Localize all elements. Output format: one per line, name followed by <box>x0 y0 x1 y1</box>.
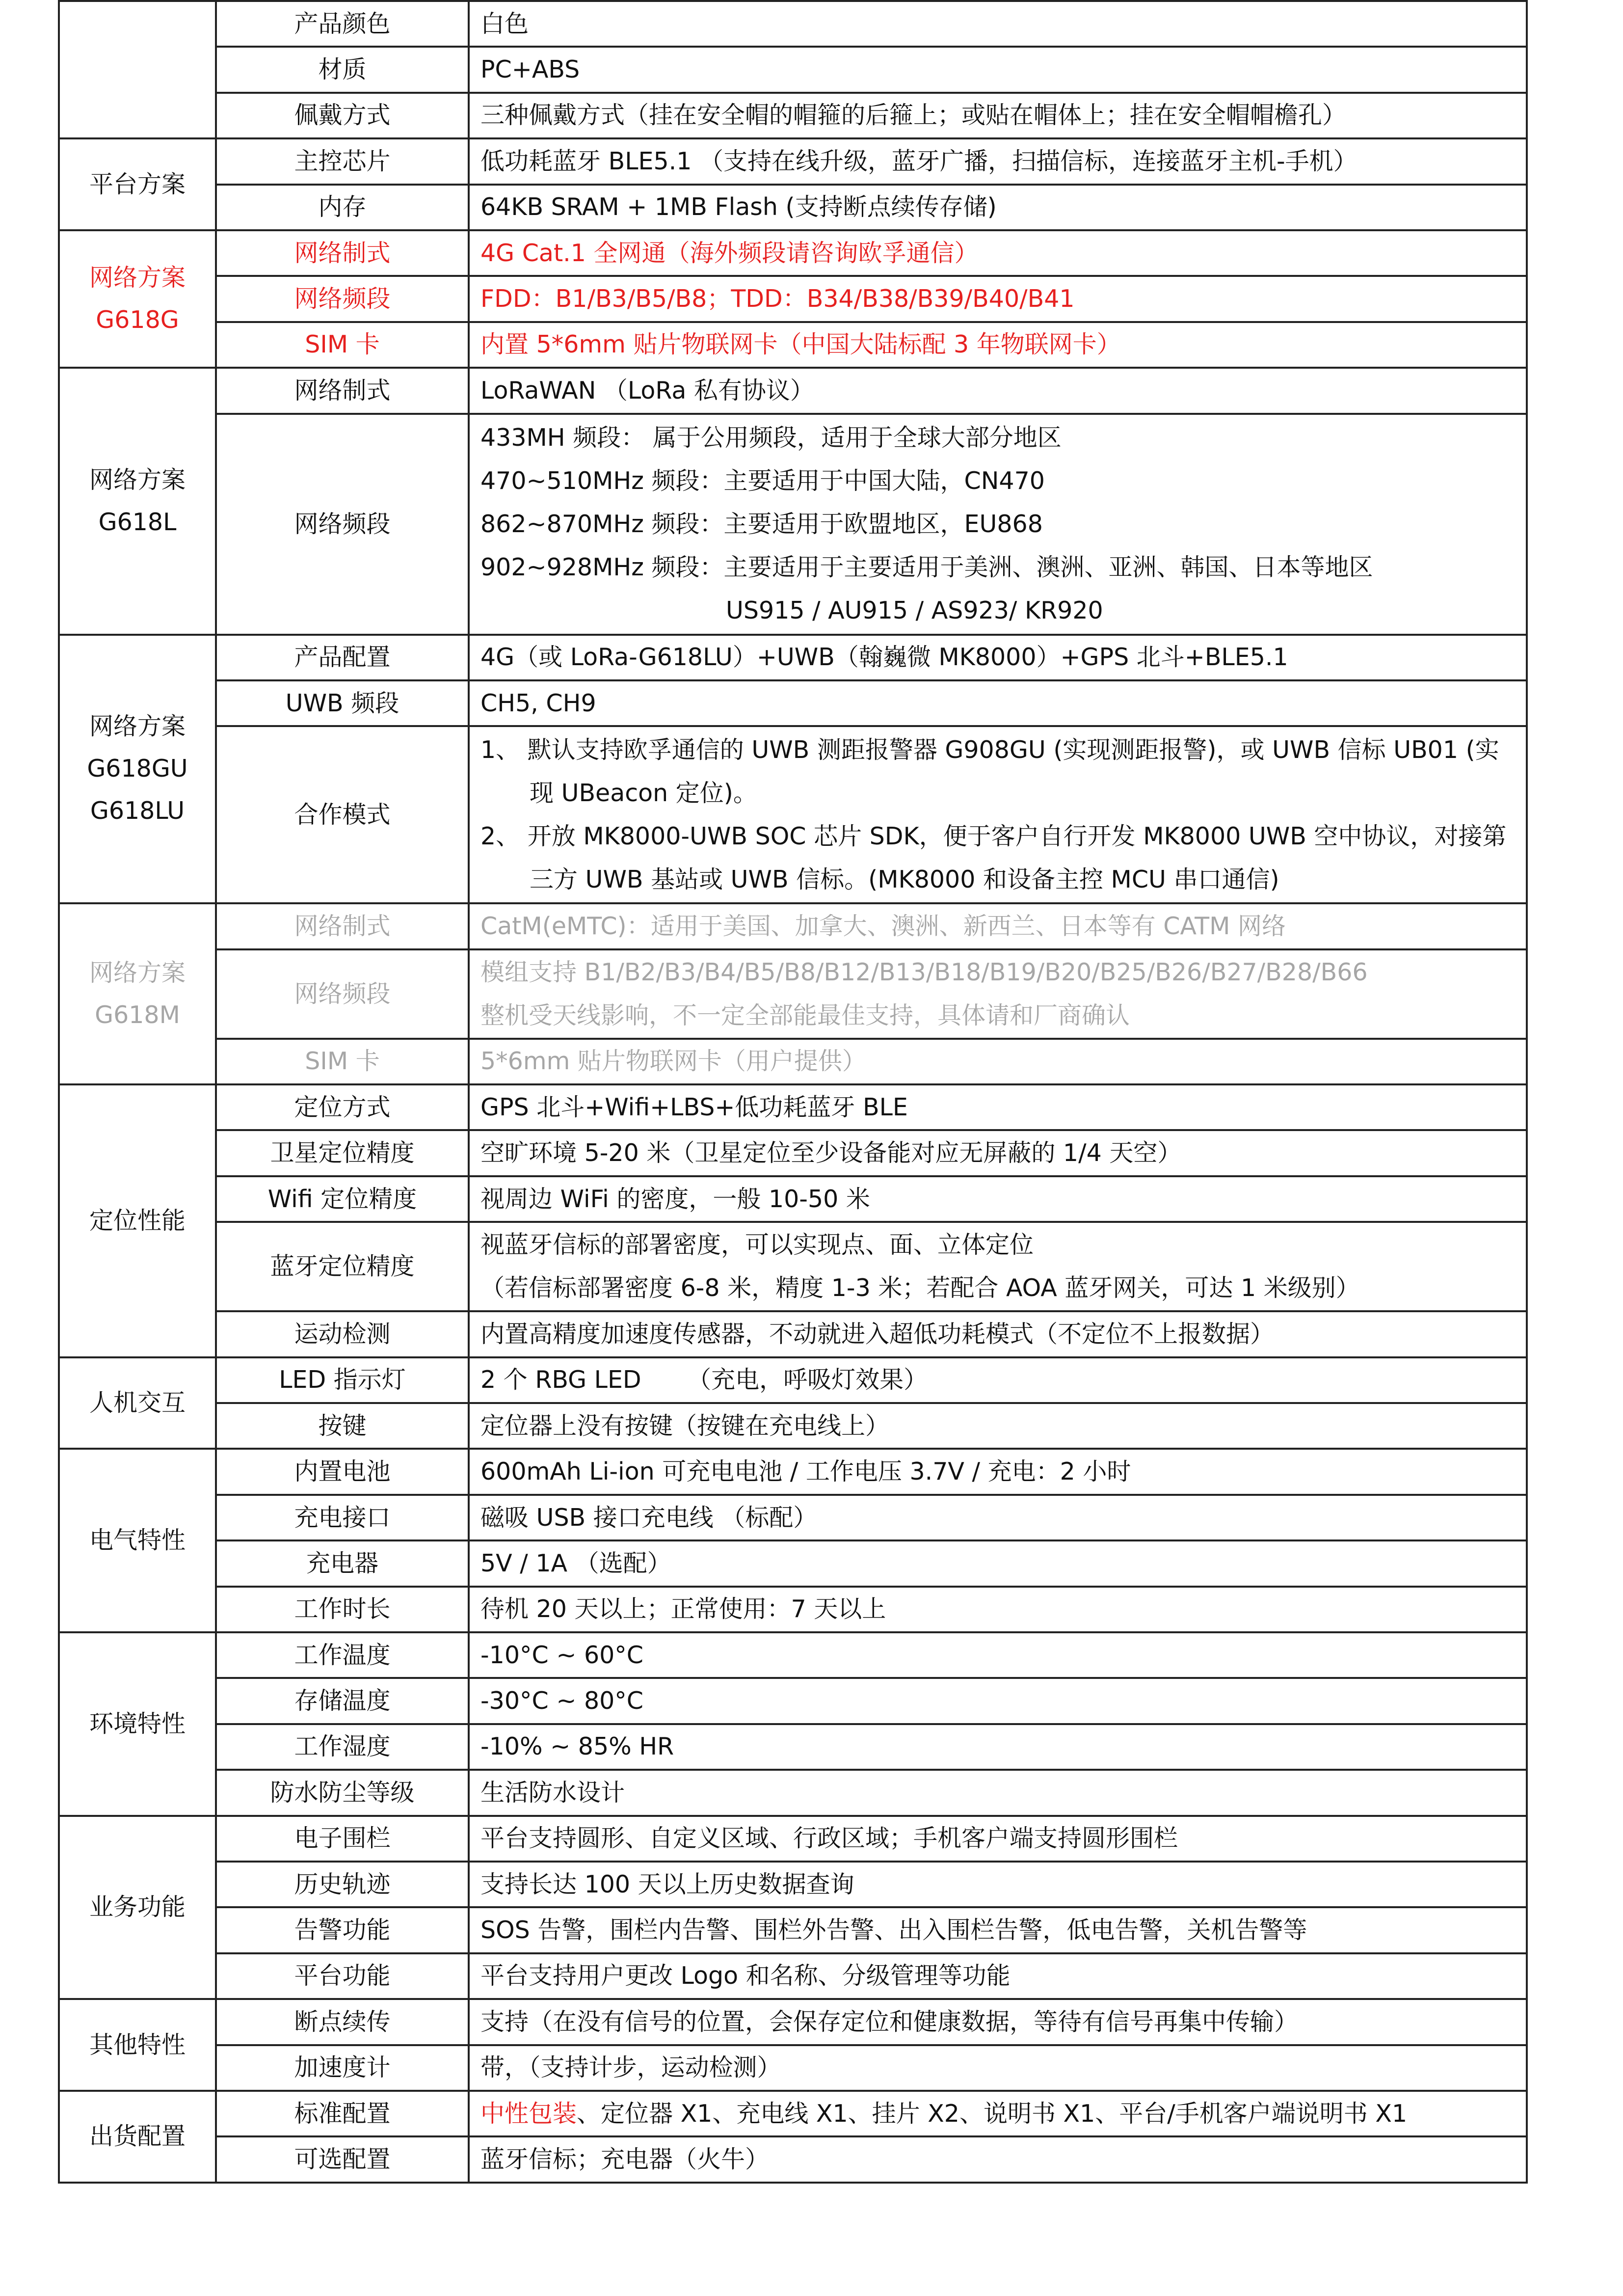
spec-key: 充电接口 <box>216 1495 469 1540</box>
spec-value <box>469 726 1527 903</box>
table-row <box>59 1039 1527 1084</box>
spec-value: -10% ~ 85% HR <box>469 1724 1527 1770</box>
table-row <box>59 322 1527 368</box>
table-row <box>59 276 1527 322</box>
spec-key: Wifi 定位精度 <box>216 1176 469 1222</box>
table-row <box>59 138 1527 184</box>
spec-key: 卫星定位精度 <box>216 1130 469 1176</box>
spec-key: 运动检测 <box>216 1311 469 1357</box>
spec-value: 平台支持圆形、自定义区域、行政区域；手机客户端支持圆形围栏 <box>469 1816 1527 1862</box>
spec-value: 空旷环境 5-20 米（卫星定位至少设备能对应无屏蔽的 1/4 天空） <box>469 1130 1527 1176</box>
spec-value <box>469 1222 1527 1311</box>
table-row <box>59 1816 1527 1862</box>
table-row <box>59 368 1527 413</box>
spec-key: 平台功能 <box>216 1953 469 1999</box>
table-row <box>59 1632 1527 1678</box>
table-row <box>59 1357 1527 1403</box>
spec-key: SIM 卡 <box>216 1039 469 1084</box>
value-line: 902~928MHz 频段：主要适用于主要适用于美洲、澳洲、亚洲、韩国、日本等地区 <box>480 553 1373 581</box>
spec-value: 5*6mm 贴片物联网卡（用户提供） <box>469 1039 1527 1084</box>
table-row <box>59 1953 1527 1999</box>
spec-value: 定位器上没有按键（按键在充电线上） <box>469 1403 1527 1449</box>
table-row <box>59 2045 1527 2091</box>
spec-key: 标准配置 <box>216 2091 469 2136</box>
spec-value: -30°C ~ 80°C <box>469 1678 1527 1724</box>
table-row <box>59 1084 1527 1130</box>
category-line: G618GU <box>87 755 188 783</box>
value-line: 视蓝牙信标的部署密度，可以实现点、面、立体定位 <box>480 1231 1034 1259</box>
value-line: 470~510MHz 频段：主要适用于中国大陆，CN470 <box>480 466 1045 495</box>
spec-value <box>469 414 1527 635</box>
spec-key: 存储温度 <box>216 1678 469 1724</box>
spec-value: 支持（在没有信号的位置，会保存定位和健康数据，等待有信号再集中传输） <box>469 1999 1527 2045</box>
table-row <box>59 1403 1527 1449</box>
spec-value <box>469 2091 1527 2136</box>
spec-value: 生活防水设计 <box>469 1770 1527 1815</box>
table-row <box>59 1176 1527 1222</box>
table-row <box>59 47 1527 92</box>
spec-value: FDD：B1/B3/B5/B8；TDD：B34/B38/B39/B40/B41 <box>469 276 1527 322</box>
spec-key: 主控芯片 <box>216 138 469 184</box>
category-line: 网络方案 <box>89 958 186 987</box>
spec-key: 可选配置 <box>216 2136 469 2182</box>
category-g618gu <box>59 635 216 904</box>
spec-key: 合作模式 <box>216 726 469 903</box>
spec-key: 佩戴方式 <box>216 93 469 138</box>
value-line: 1、 默认支持欧孚通信的 UWB 测距报警器 G908GU (实现测距报警)，或 UWB 信标 UB01 (实现 UBeacon 定位)。 <box>480 735 1499 807</box>
spec-key: 历史轨迹 <box>216 1862 469 1907</box>
spec-value: 三种佩戴方式（挂在安全帽的帽箍的后箍上；或贴在帽体上；挂在安全帽帽檐孔） <box>469 93 1527 138</box>
spec-key: SIM 卡 <box>216 322 469 368</box>
spec-value: 内置高精度加速度传感器，不动就进入超低功耗模式（不定位不上报数据） <box>469 1311 1527 1357</box>
category-g618g <box>59 230 216 368</box>
spec-key: 内存 <box>216 185 469 230</box>
spec-key: 告警功能 <box>216 1907 469 1953</box>
category-line: 网络方案 <box>89 465 186 494</box>
value-line: 2、 开放 MK8000-UWB SOC 芯片 SDK，便于客户自行开发 MK8000 UWB 空中协议，对接第三方 UWB 基站或 UWB 信标。(MK8000 和设备主控 MCU 串口通信) <box>480 822 1507 893</box>
spec-value: 600mAh Li-ion 可充电电池 / 工作电压 3.7V / 充电：2 小时 <box>469 1449 1527 1494</box>
spec-key: 按键 <box>216 1403 469 1449</box>
table-row <box>59 1 1527 47</box>
spec-key: 网络制式 <box>216 230 469 276</box>
value-line: 433MH 频段： 属于公用频段，适用于全球大部分地区 <box>480 423 1062 452</box>
table-row <box>59 1540 1527 1586</box>
standard-config-rest: 、定位器 X1、充电线 X1、挂片 X2、说明书 X1、平台/手机客户端说明书 X1 <box>577 2099 1408 2128</box>
table-row <box>59 414 1527 635</box>
table-row <box>59 185 1527 230</box>
spec-key: 工作湿度 <box>216 1724 469 1770</box>
spec-key: 内置电池 <box>216 1449 469 1494</box>
spec-key: 网络制式 <box>216 368 469 413</box>
spec-key: LED 指示灯 <box>216 1357 469 1403</box>
table-row <box>59 1449 1527 1494</box>
table-row <box>59 726 1527 903</box>
value-line: US915 / AU915 / AS923/ KR920 <box>726 596 1103 624</box>
value-line: （若信标部署密度 6-8 米，精度 1-3 米；若配合 AOA 蓝牙网关，可达 1 米级别） <box>480 1274 1360 1302</box>
spec-key: 工作时长 <box>216 1587 469 1632</box>
table-row <box>59 635 1527 680</box>
spec-value: 待机 20 天以上；正常使用：7 天以上 <box>469 1587 1527 1632</box>
category-line: G618L <box>98 508 177 536</box>
category-line: G618M <box>95 1000 180 1029</box>
spec-table <box>58 0 1528 2184</box>
category-hmi: 人机交互 <box>59 1357 216 1449</box>
category-cell-continued <box>59 1 216 138</box>
table-row <box>59 1130 1527 1176</box>
category-line: G618G <box>96 306 179 334</box>
spec-value: 平台支持用户更改 Logo 和名称、分级管理等功能 <box>469 1953 1527 1999</box>
spec-key: 断点续传 <box>216 1999 469 2045</box>
table-row <box>59 2091 1527 2136</box>
spec-key: 防水防尘等级 <box>216 1770 469 1815</box>
category-business: 业务功能 <box>59 1816 216 1999</box>
spec-value: GPS 北斗+Wifi+LBS+低功耗蓝牙 BLE <box>469 1084 1527 1130</box>
spec-key: 充电器 <box>216 1540 469 1586</box>
spec-key: 产品颜色 <box>216 1 469 47</box>
spec-value: 4G Cat.1 全网通（海外频段请咨询欧孚通信） <box>469 230 1527 276</box>
spec-key: 产品配置 <box>216 635 469 680</box>
category-shipping: 出货配置 <box>59 2091 216 2183</box>
spec-value: 带，（支持计步，运动检测） <box>469 2045 1527 2091</box>
spec-value: 蓝牙信标；充电器（火牛） <box>469 2136 1527 2182</box>
category-line: 网络方案 <box>89 712 186 741</box>
spec-value: 支持长达 100 天以上历史数据查询 <box>469 1862 1527 1907</box>
category-g618l <box>59 368 216 634</box>
spec-value: 2 个 RBG LED （充电，呼吸灯效果） <box>469 1357 1527 1403</box>
category-g618m <box>59 903 216 1084</box>
table-row <box>59 1862 1527 1907</box>
spec-key: 网络频段 <box>216 414 469 635</box>
category-line: G618LU <box>90 797 185 825</box>
table-row <box>59 1311 1527 1357</box>
spec-value: 磁吸 USB 接口充电线 （标配） <box>469 1495 1527 1540</box>
category-other: 其他特性 <box>59 1999 216 2091</box>
spec-value <box>469 949 1527 1039</box>
spec-key: 网络制式 <box>216 903 469 949</box>
table-row <box>59 1907 1527 1953</box>
spec-key: 网络频段 <box>216 276 469 322</box>
spec-value: PC+ABS <box>469 47 1527 92</box>
spec-value: 64KB SRAM + 1MB Flash (支持断点续传存储) <box>469 185 1527 230</box>
spec-value: LoRaWAN （LoRa 私有协议） <box>469 368 1527 413</box>
spec-key: 网络频段 <box>216 949 469 1039</box>
value-line: 862~870MHz 频段：主要适用于欧盟地区，EU868 <box>480 510 1043 538</box>
category-electrical: 电气特性 <box>59 1449 216 1632</box>
spec-key: 加速度计 <box>216 2045 469 2091</box>
spec-key: 材质 <box>216 47 469 92</box>
category-line: 网络方案 <box>89 264 186 292</box>
spec-key: 定位方式 <box>216 1084 469 1130</box>
table-row <box>59 1587 1527 1632</box>
spec-key: 工作温度 <box>216 1632 469 1678</box>
spec-value: CatM(eMTC)：适用于美国、加拿大、澳洲、新西兰、日本等有 CATM 网络 <box>469 903 1527 949</box>
table-row <box>59 1999 1527 2045</box>
spec-value: SOS 告警，围栏内告警、围栏外告警、出入围栏告警，低电告警，关机告警等 <box>469 1907 1527 1953</box>
spec-value: CH5, CH9 <box>469 680 1527 726</box>
spec-key: 蓝牙定位精度 <box>216 1222 469 1311</box>
spec-value: 5V / 1A （选配） <box>469 1540 1527 1586</box>
table-row <box>59 1222 1527 1311</box>
table-row <box>59 903 1527 949</box>
neutral-packaging-highlight: 中性包装 <box>480 2099 577 2128</box>
table-row <box>59 1678 1527 1724</box>
spec-value: 视周边 WiFi 的密度，一般 10-50 米 <box>469 1176 1527 1222</box>
table-row <box>59 949 1527 1039</box>
table-row <box>59 2136 1527 2182</box>
spec-value: 4G（或 LoRa-G618LU）+UWB（翰巍微 MK8000）+GPS 北斗+BLE5.1 <box>469 635 1527 680</box>
table-row <box>59 1770 1527 1815</box>
table-row <box>59 1724 1527 1770</box>
category-environment: 环境特性 <box>59 1632 216 1816</box>
spec-key: 电子围栏 <box>216 1816 469 1862</box>
spec-value: 低功耗蓝牙 BLE5.1 （支持在线升级，蓝牙广播，扫描信标，连接蓝牙主机-手机） <box>469 138 1527 184</box>
spec-value: 白色 <box>469 1 1527 47</box>
category-platform: 平台方案 <box>59 138 216 230</box>
category-positioning: 定位性能 <box>59 1084 216 1357</box>
table-row <box>59 680 1527 726</box>
table-row <box>59 230 1527 276</box>
value-line: 整机受天线影响，不一定全部能最佳支持，具体请和厂商确认 <box>480 1001 1130 1029</box>
table-row <box>59 1495 1527 1540</box>
spec-key: UWB 频段 <box>216 680 469 726</box>
spec-value: -10°C ~ 60°C <box>469 1632 1527 1678</box>
table-row <box>59 93 1527 138</box>
value-line: 模组支持 B1/B2/B3/B4/B5/B8/B12/B13/B18/B19/B20/B25/B26/B27/B28/B66 <box>480 958 1368 986</box>
spec-value: 内置 5*6mm 贴片物联网卡（中国大陆标配 3 年物联网卡） <box>469 322 1527 368</box>
